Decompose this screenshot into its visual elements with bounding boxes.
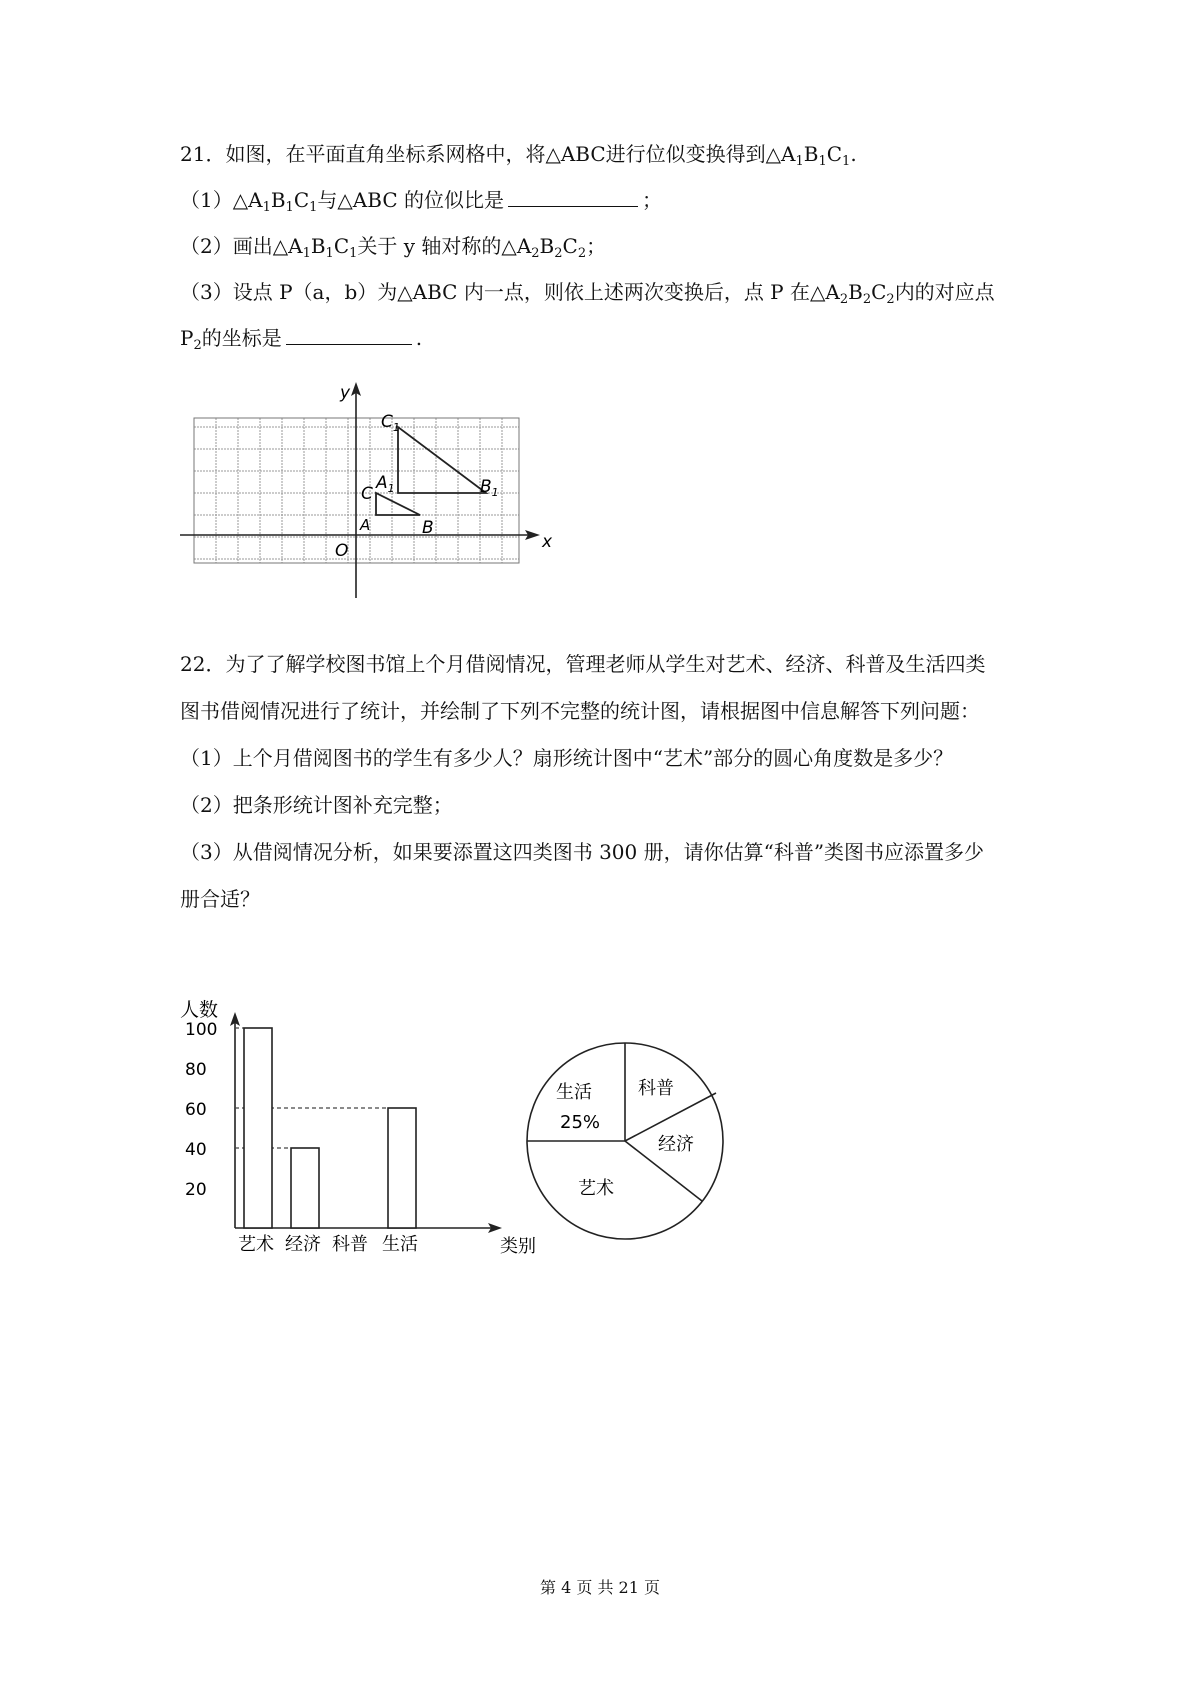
origin-label: O bbox=[335, 541, 349, 561]
bar-tick-label: 20 bbox=[185, 1180, 207, 1200]
total-pages: 21 bbox=[618, 1578, 639, 1597]
y-axis-label: y bbox=[340, 383, 351, 403]
pie-label-art: 艺术 bbox=[578, 1178, 614, 1199]
bar-1 bbox=[291, 1148, 319, 1228]
label-a1: $A_1$ bbox=[376, 473, 395, 495]
q21-stem: 21．如图，在平面直角坐标系网格中，将△ABC进行位似变换得到$\triangle A_1B_1C_1$. bbox=[180, 142, 857, 169]
bar-category-label: 艺术 bbox=[238, 1234, 274, 1255]
label-a: A bbox=[360, 516, 371, 534]
answer-blank bbox=[286, 324, 412, 345]
q21-part2: （2）画出$\triangle A_1B_1C_1$关于 y 轴对称的$\triangle A_2B_2C_2$； bbox=[180, 234, 607, 261]
label-b1: $B_1$ bbox=[480, 477, 499, 499]
page-footer: 第 4 页 共 21 页 bbox=[539, 1578, 661, 1597]
pie-label-economy: 经济 bbox=[658, 1134, 694, 1155]
coordinate-grid-figure bbox=[180, 380, 560, 605]
bar-tick-label: 60 bbox=[185, 1100, 207, 1120]
q22-part2: （2）把条形统计图补充完整； bbox=[180, 793, 453, 817]
pie-label-life-percent: 25% bbox=[560, 1112, 601, 1133]
q22-stem-line1: 22．为了了解学校图书馆上个月借阅情况，管理老师从学生对艺术、经济、科普及生活四类 bbox=[180, 652, 986, 676]
q22-part3-line2: 册合适？ bbox=[180, 887, 260, 911]
bar-category-label: 科普 bbox=[332, 1234, 368, 1255]
pie-label-science: 科普 bbox=[638, 1078, 674, 1099]
bar-0 bbox=[244, 1028, 272, 1228]
answer-blank bbox=[508, 186, 638, 207]
q21-part1: $(1)\triangle A_1B_1C_1$与△ABC 的位似比是 ； bbox=[180, 188, 662, 215]
bar-3 bbox=[388, 1108, 416, 1228]
bar-tick-label: 40 bbox=[185, 1140, 207, 1160]
q22-part1: （1）上个月借阅图书的学生有多少人？扇形统计图中“艺术”部分的圆心角度数是多少？ bbox=[180, 746, 954, 770]
label-c1: $C_1$ bbox=[381, 412, 400, 434]
q22-stem-line2: 图书借阅情况进行了统计，并绘制了下列不完整的统计图，请根据图中信息解答下列问题： bbox=[180, 699, 980, 723]
bar-category-label: 经济 bbox=[285, 1234, 321, 1255]
q22-part3-line1: （3）从借阅情况分析，如果要添置这四类图书 300 册，请你估算“科普”类图书应添置多少 bbox=[180, 840, 985, 864]
page-number: 4 bbox=[561, 1578, 572, 1597]
triangle-a1b1c1 bbox=[398, 427, 486, 493]
bar-tick-label: 100 bbox=[185, 1020, 218, 1040]
pie-chart bbox=[520, 1036, 730, 1246]
label-c: C bbox=[361, 484, 373, 504]
triangle-abc bbox=[376, 493, 420, 515]
bar-x-label: 类别 bbox=[500, 1236, 536, 1257]
bar-chart bbox=[180, 996, 536, 1257]
q21-part3-line1: （3）设点 P（a，b）为△ABC 内一点，则依上述两次变换后，点 P 在$\triangle A_2B_2C_2$内的对应点 bbox=[180, 280, 995, 307]
pie-label-life: 生活 bbox=[556, 1082, 592, 1103]
label-b: B bbox=[422, 518, 434, 538]
bar-category-label: 生活 bbox=[382, 1234, 418, 1255]
bar-tick-label: 80 bbox=[185, 1060, 207, 1080]
x-axis-label: x bbox=[542, 532, 553, 552]
q21-part3-line2: $P_2$的坐标是 . bbox=[180, 326, 423, 353]
bar-y-label: 人数 bbox=[180, 999, 219, 1021]
